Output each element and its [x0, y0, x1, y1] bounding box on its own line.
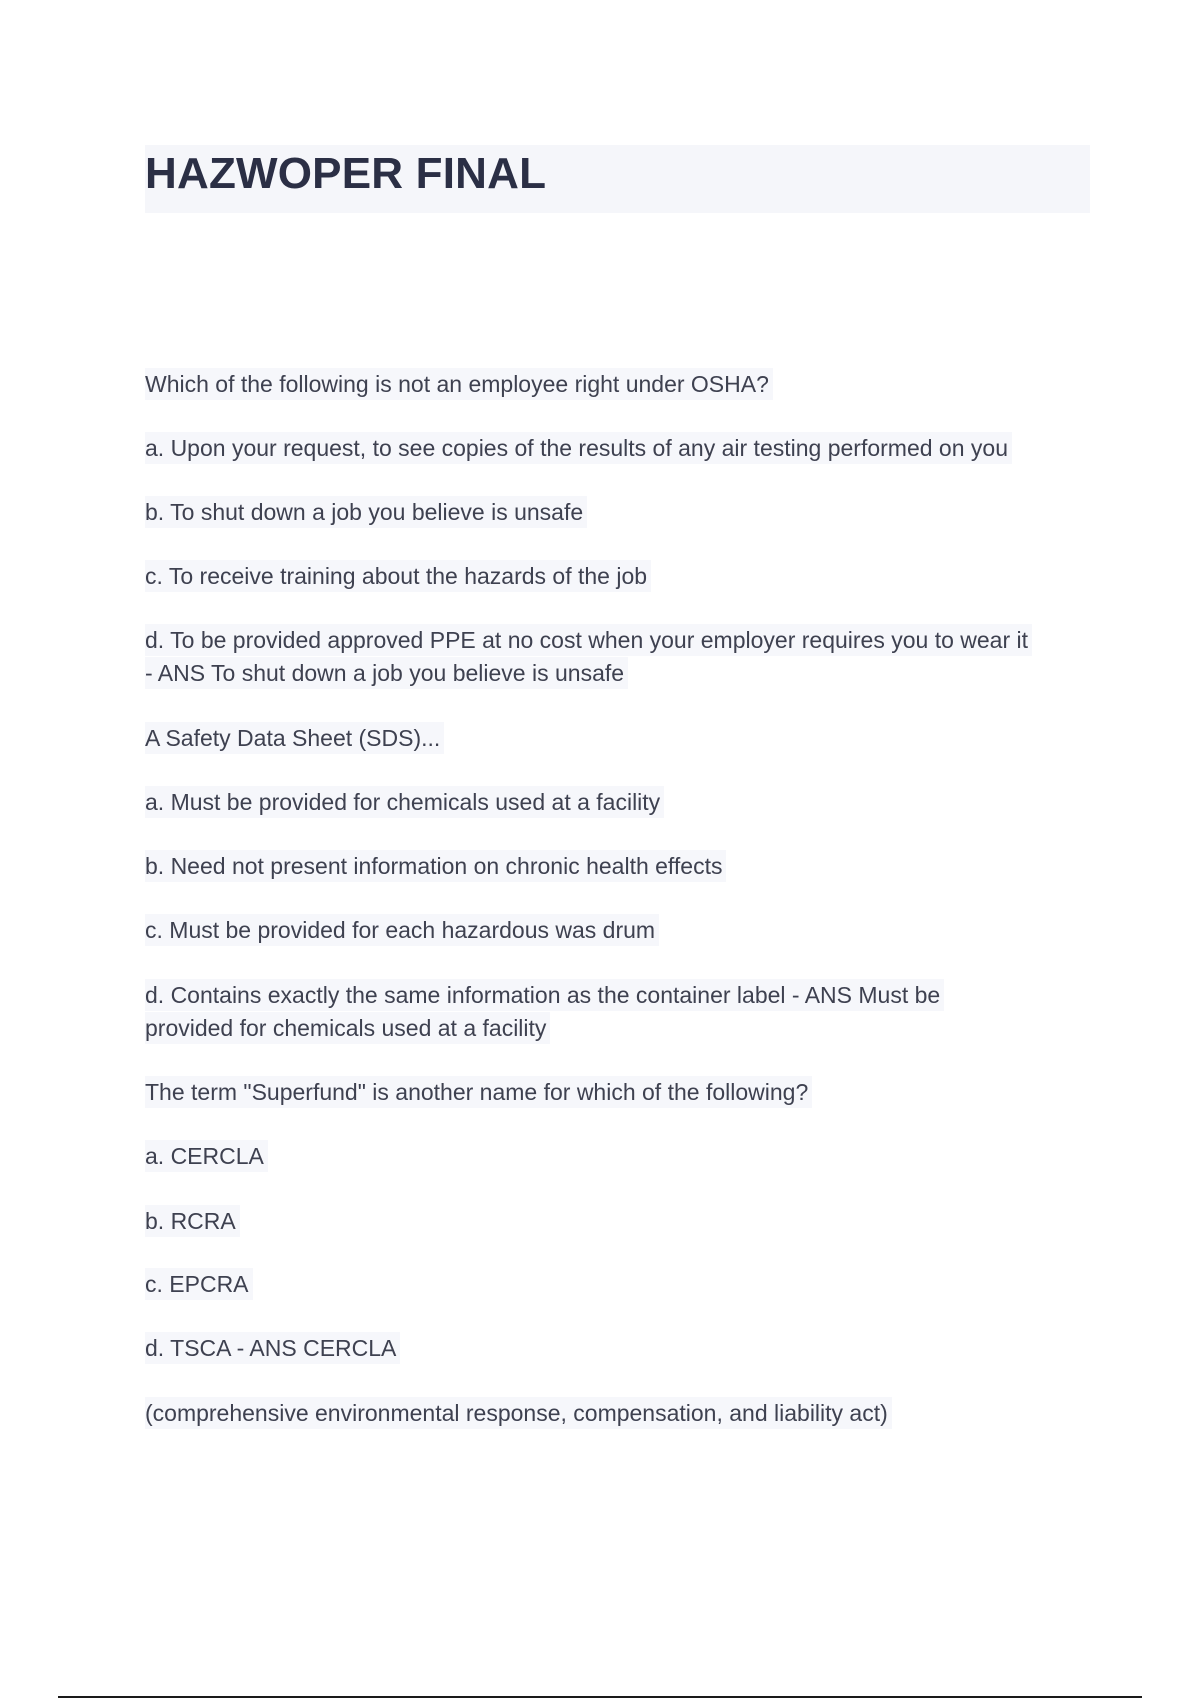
answer-option: b. RCRA	[145, 1205, 240, 1237]
question-text: The term "Superfund" is another name for which of the following?	[145, 1076, 812, 1108]
answer-option: a. Upon your request, to see copies of the results of any air testing performed on you	[145, 432, 1012, 464]
question-text: Which of the following is not an employee right under OSHA?	[145, 368, 773, 400]
answer-key: - ANS To shut down a job you believe is unsafe	[145, 657, 628, 689]
answer-option: d. TSCA - ANS CERCLA	[145, 1332, 400, 1364]
answer-key: provided for chemicals used at a facility	[145, 1012, 550, 1044]
footer-divider	[58, 1696, 1142, 1698]
answer-option: d. Contains exactly the same information as the container label - ANS Must be	[145, 979, 944, 1011]
answer-option: c. To receive training about the hazards of the job	[145, 560, 651, 592]
answer-option: a. Must be provided for chemicals used at a facility	[145, 786, 664, 818]
question-text: A Safety Data Sheet (SDS)...	[145, 722, 444, 754]
answer-option: b. To shut down a job you believe is unsafe	[145, 496, 587, 528]
answer-option: c. EPCRA	[145, 1268, 253, 1300]
answer-note: (comprehensive environmental response, compensation, and liability act)	[145, 1397, 892, 1429]
answer-option: a. CERCLA	[145, 1140, 268, 1172]
answer-option: b. Need not present information on chronic health effects	[145, 850, 726, 882]
document-title: HAZWOPER FINAL	[145, 149, 547, 198]
answer-option: d. To be provided approved PPE at no cost when your employer requires you to wear it	[145, 624, 1032, 656]
answer-option: c. Must be provided for each hazardous was drum	[145, 914, 659, 946]
